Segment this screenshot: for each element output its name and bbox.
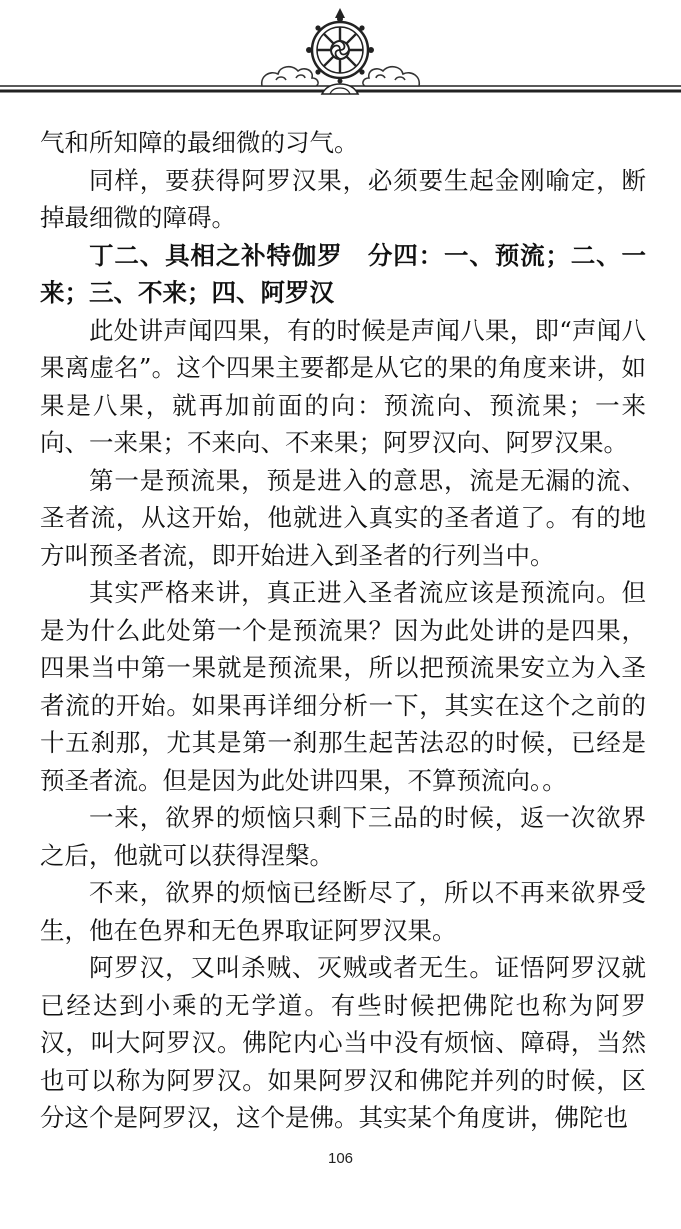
paragraph-6: 一来，欲界的烦恼只剩下三品的时候，返一次欲界之后，他就可以获得涅槃。: [40, 803, 646, 870]
section-heading: 丁二、具相之补特伽罗 分四：一、预流；二、一来；三、不来；四、阿罗汉: [40, 240, 646, 307]
header-ornament: [0, 0, 681, 110]
paragraph-3: 此处讲声闻四果，有的时候是声闻八果，即“声闻八果离虚名”。这个四果主要都是从它的果的角度来讲，如果是八果，就再加前面的向：预流向、预流果；一来向、一来果；不来向、不来果；阿罗汉向、阿罗汉果。: [40, 315, 646, 457]
paragraph-1: 同样，要获得阿罗汉果，必须要生起金刚喻定，断掉最细微的障碍。: [40, 165, 646, 232]
cloud-left-icon: [262, 67, 318, 86]
paragraph-7: 不来，欲界的烦恼已经断尽了，所以不再来欲界受生，他在色界和无色界取证阿罗汉果。: [40, 878, 646, 945]
page-number: 106: [327, 1150, 354, 1167]
page-body: [40, 124, 646, 1137]
paragraph-0: 气和所知障的最细微的习气。: [40, 128, 359, 157]
paragraph-8: 阿罗汉，又叫杀贼、灭贼或者无生。证悟阿罗汉就已经达到小乘的无学道。有些时候把佛陀也称为阿罗汉，叫大阿罗汉。佛陀内心当中没有烦恼、障碍，当然也可以称为阿罗汉。如果阿罗汉和佛陀并列的时候，区分这个是阿罗汉，这个是佛。其实某个角度讲，佛陀也: [40, 953, 646, 1132]
cloud-right-icon: [363, 67, 419, 86]
page-header: [0, 0, 681, 110]
paragraph-4: 第一是预流果，预是进入的意思，流是无漏的流、圣者流，从这开始，他就进入真实的圣者道了。有的地方叫预圣者流，即开始进入到圣者的行列当中。: [40, 465, 646, 570]
paragraph-5: 其实严格来讲，真正进入圣者流应该是预流向。但是为什么此处第一个是预流果？因为此处讲的是四果，四果当中第一果就是预流果，所以把预流果安立为入圣者流的开始。如果再详细分析一下，其实在这个之前的十五刹那，尤其是第一刹那生起苦法忍的时候，已经是预圣者流。但是因为此处讲四果，不算预流向。。: [40, 578, 646, 795]
